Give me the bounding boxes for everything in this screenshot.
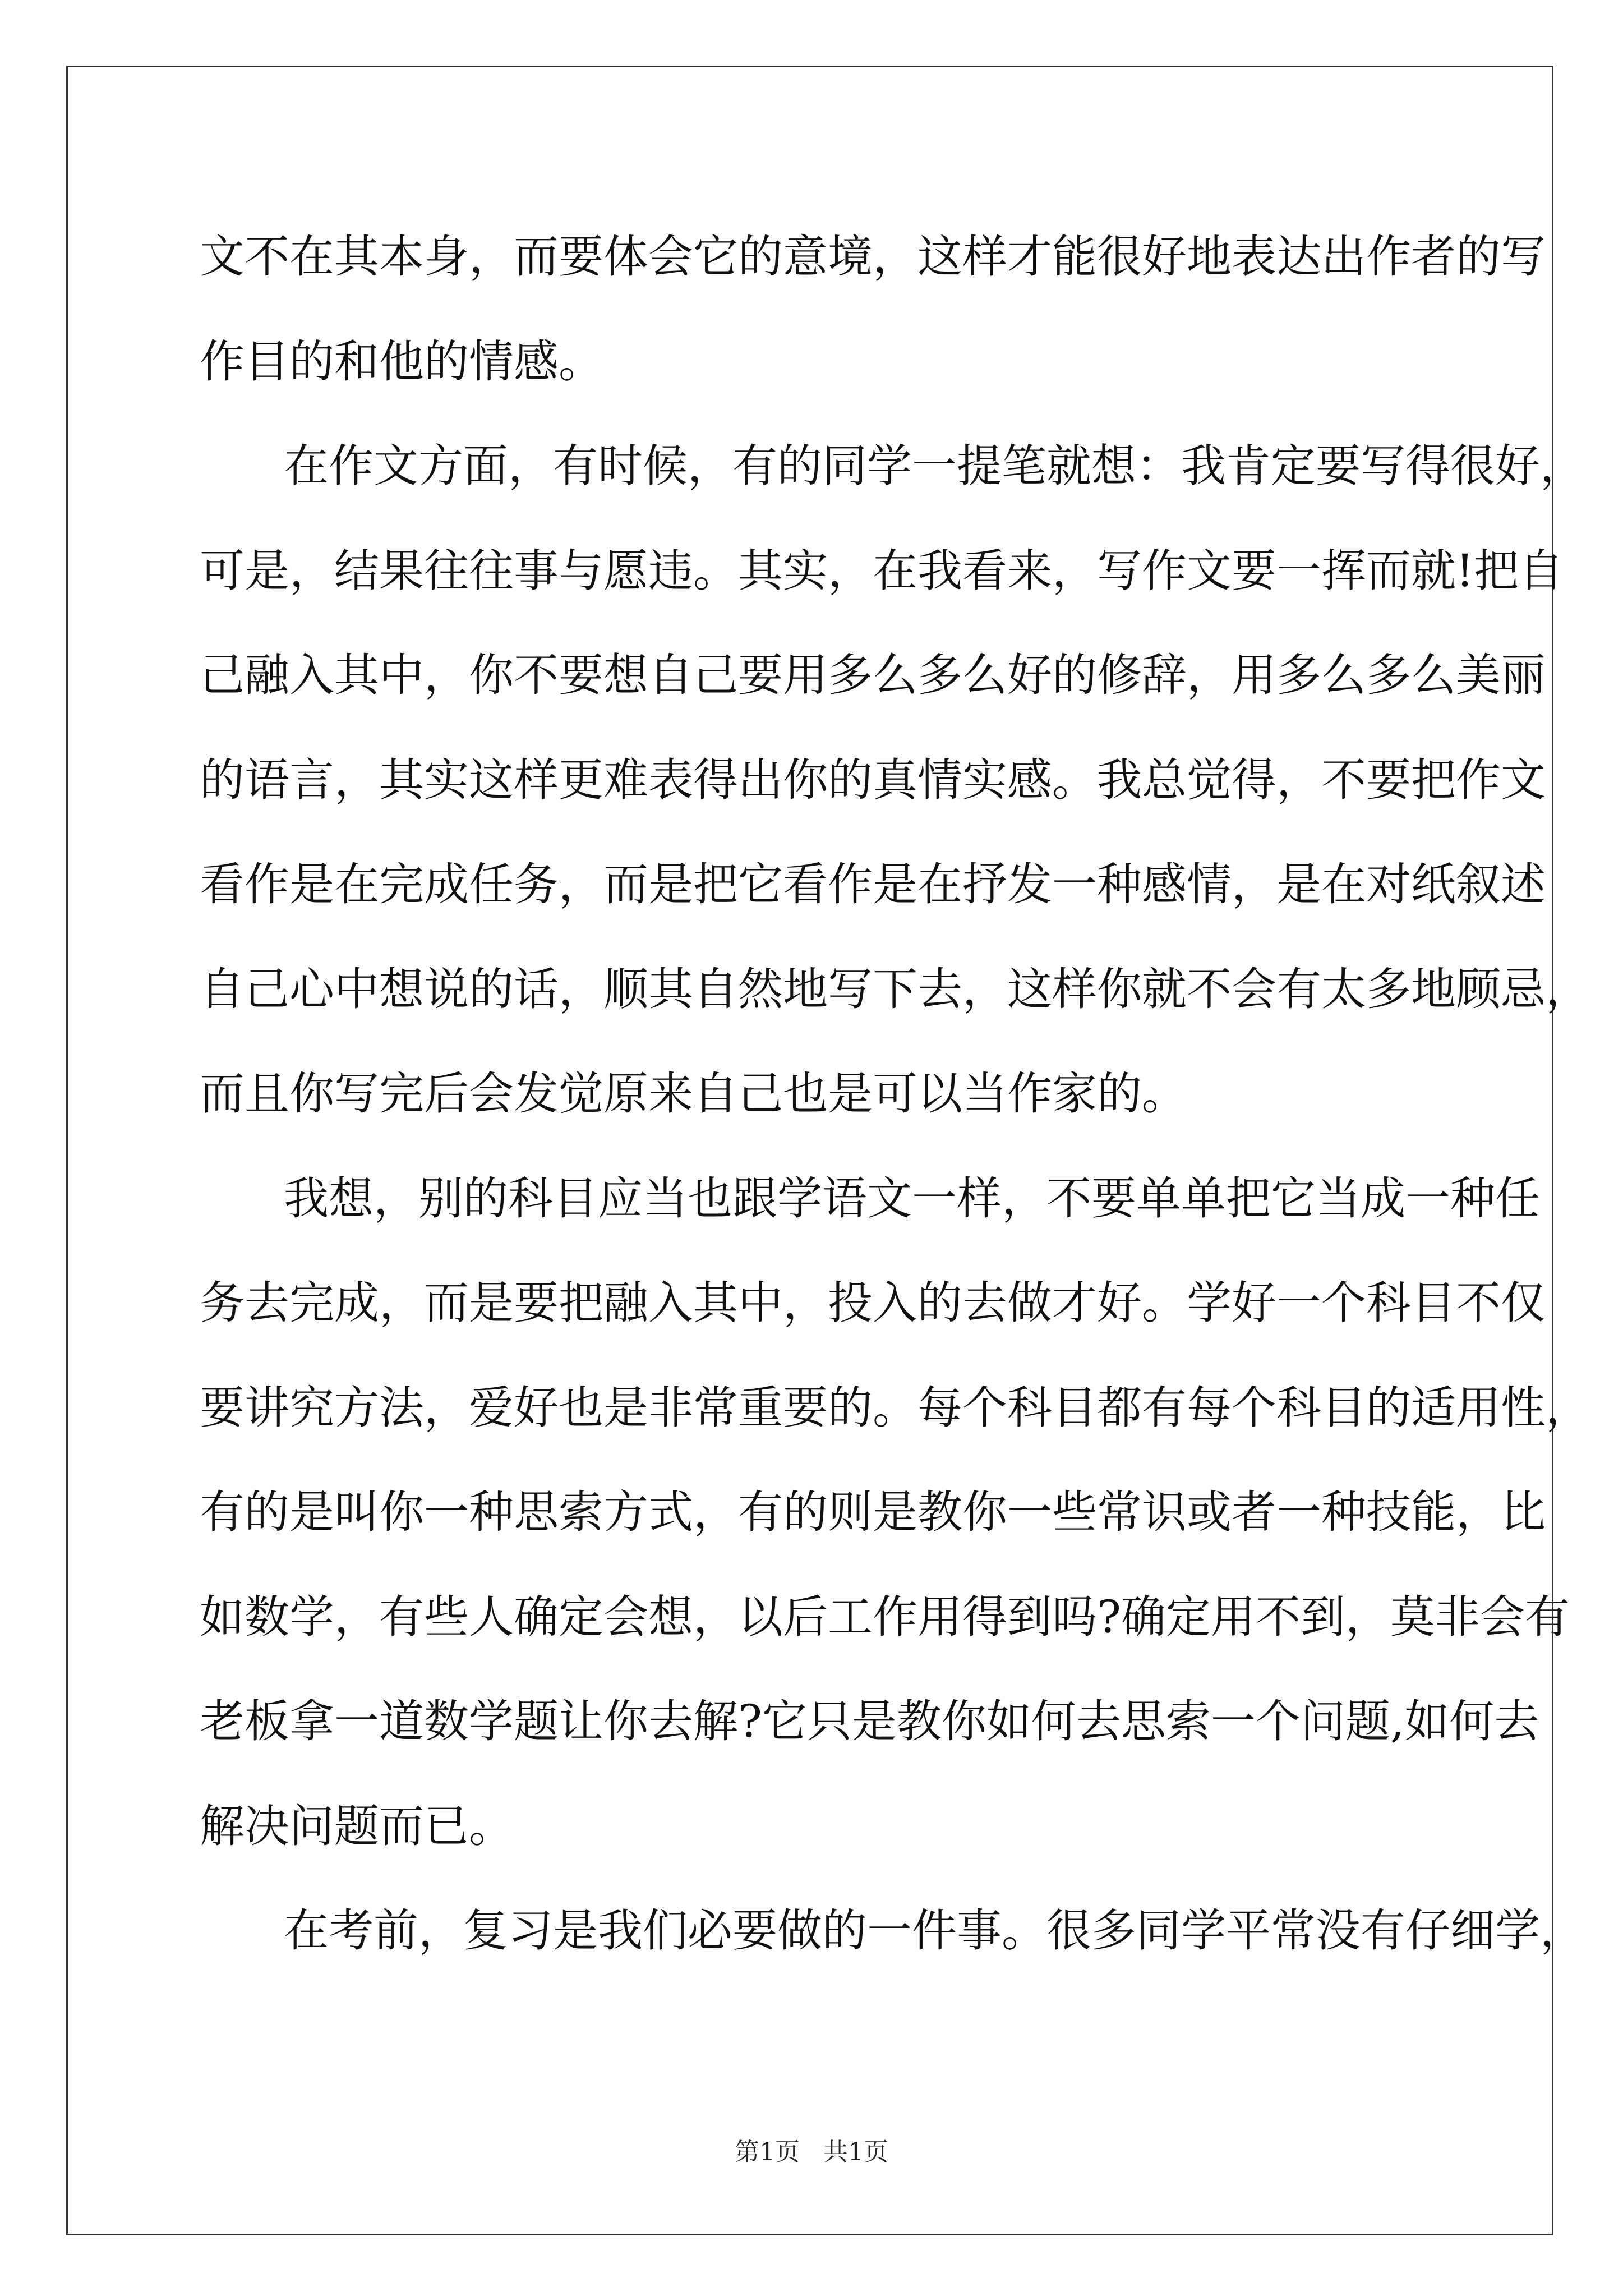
text-line: 的语言，其实这样更难表得出你的真情实感。我总觉得，不要把作文 — [200, 753, 1546, 806]
paragraph — [200, 1879, 1585, 1984]
text-line: 而且你写完后会发觉原来自己也是可以当作家的。 — [200, 1068, 1187, 1120]
text-line: 可是，结果往往事与愿违。其实，在我看来，写作文要一挥而就!把自 — [200, 544, 1564, 597]
document-body — [200, 205, 1590, 1984]
paragraph — [200, 1147, 1590, 1879]
text-line: 解决问题而已。 — [200, 1800, 514, 1852]
text-line: 己融入其中，你不要想自己要用多么多么好的修辞，用多么多么美丽 — [200, 649, 1546, 701]
text-line: 作目的和他的情感。 — [200, 335, 603, 388]
text-line: 看作是在完成任务，而是把它看作是在抒发一种感情，是在对纸叙述 — [200, 858, 1546, 910]
text-line: 在考前，复习是我们必要做的一件事。很多同学平常没有仔细学， — [284, 1904, 1585, 1957]
page-number-current: 第1页 — [735, 2138, 800, 2166]
text-line: 老板拿一道数学题让你去解?它只是教你如何去思索一个问题,如何去 — [200, 1695, 1539, 1747]
paragraph — [200, 414, 1590, 1147]
page-footer — [0, 2132, 1623, 2168]
text-line: 自己心中想说的话，顺其自然地写下去，这样你就不会有太多地顾忌， — [200, 963, 1590, 1015]
text-line: 文不在其本身，而要体会它的意境，这样才能很好地表达出作者的写 — [200, 231, 1546, 283]
text-line: 我想，别的科目应当也跟学语文一样，不要单单把它当成一种任 — [284, 1172, 1540, 1225]
paragraph — [200, 205, 1546, 414]
text-line: 要讲究方法，爱好也是非常重要的。每个科目都有每个科目的适用性， — [200, 1381, 1590, 1434]
page-number-total: 共1页 — [823, 2138, 888, 2166]
footer-spacer — [800, 2138, 823, 2166]
text-line: 有的是叫你一种思索方式，有的则是教你一些常识或者一种技能，比 — [200, 1486, 1546, 1538]
text-line: 务去完成，而是要把融入其中，投入的去做才好。学好一个科目不仅 — [200, 1277, 1546, 1329]
text-line: 如数学，有些人确定会想，以后工作用得到吗?确定用不到，莫非会有 — [200, 1590, 1570, 1643]
text-line: 在作文方面，有时候，有的同学一提笔就想：我肯定要写得很好， — [284, 440, 1585, 492]
